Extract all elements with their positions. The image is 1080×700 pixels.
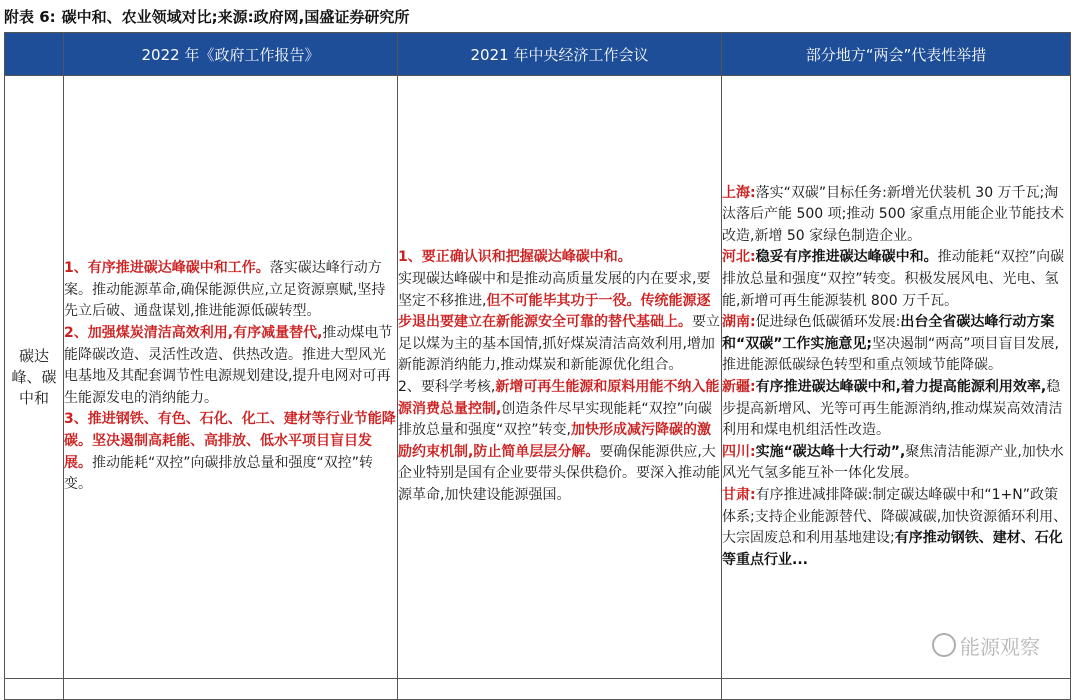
text-segment: 2、要科学考核, (398, 379, 496, 395)
text-segment: 推动能耗“双控”向碳排放总量和强度“双控”转变。积极发展风电、光电、氢能,新增可再生能源装机 800 万千瓦。 (722, 249, 1065, 309)
text-segment: 推动能耗“双控”向碳排放总量和强度“双控”转变。 (64, 454, 374, 493)
text-segment: 有序推动钢铁、建材、石化等重点行业... (722, 530, 1063, 568)
tail-cell-0 (5, 679, 64, 700)
paragraph (64, 409, 397, 495)
text-segment: 有序推进碳达峰碳中和,着力提高能源利用效率, (755, 379, 1047, 395)
text-segment: 稳妥有序推进碳达峰碳中和。 (755, 249, 938, 266)
tail-cell-2 (398, 679, 722, 700)
text-segment: 要确保能源供应,大企业特别是国有企业要带头保供稳价。要深入推动能源革命,加快建设能源强国。 (398, 443, 720, 503)
table-caption (4, 4, 409, 30)
text-segment: 3、 (64, 411, 88, 428)
text-segment: 落实“双碳”目标任务:新增光伏装机 30 万千瓦;淘汰落后产能 500 项;推动 500 家重点用能企业节能技术改造,新增 50 家绿色制造企业。 (722, 184, 1064, 244)
text-segment: 2、 (64, 325, 88, 342)
paragraph (722, 312, 1070, 377)
tail-cell-1 (64, 679, 398, 700)
text-segment: 湖南: (722, 314, 756, 331)
text-segment: 稳步提高新增风、光等可再生能源消纳,推动煤炭高效清洁利用和煤电机组活性改造。 (722, 379, 1063, 439)
paragraph (398, 247, 721, 269)
text-segment: 要立足以煤为主的基本国情,抓好煤炭清洁高效利用,增加新能源消纳能力,推动煤炭和新能源优化组合。 (398, 314, 720, 374)
cell-gov-report (64, 76, 398, 679)
paragraph (64, 323, 397, 409)
text-segment: 甘肃: (722, 486, 756, 503)
text-segment: 坚决遏制“两高”项目盲目发展,推进能源低碳绿色转型和重点领域节能降碳。 (722, 335, 1059, 374)
text-segment: 加强煤炭清洁高效利用,有序减量替代, (87, 325, 323, 342)
text-segment: 创造条件尽早实现能耗“双控”向碳排放总量和强度“双控”转变, (398, 400, 712, 439)
text-segment: 有序推进碳达峰碳中和工作。 (87, 260, 270, 277)
paragraph (398, 377, 721, 507)
text-segment: 但不可能毕其功于一役。传统能源逐步退出要建立在新能源安全可靠的替代基础上。 (398, 292, 711, 331)
paragraph (722, 247, 1070, 312)
text-segment: 实现碳达峰碳中和是推动高质量发展的内在要求,要坚定不移推进, (398, 271, 711, 309)
text-segment: 加快形成减污降碳的激励约束机制,防止简单层层分解。 (398, 422, 711, 460)
text-segment: 聚焦清洁能源产业,加快水风光气氢多能互补一体化发展。 (722, 443, 1064, 482)
paragraph (64, 258, 397, 323)
text-segment: 1、 (64, 260, 88, 277)
caption-text: 碳中和、农业领域对比;来源:政府网,国盛证券研究所 (61, 8, 410, 26)
paragraph (722, 377, 1070, 442)
cell-econ-conference (398, 76, 722, 679)
cell-local-sessions (722, 76, 1071, 679)
text-segment: 落实碳达峰行动方案。推动能源革命,确保能源供应,立足资源禀赋,坚持先立后破、通盘谋划,推进能源低碳转型。 (64, 260, 386, 320)
paragraph (722, 442, 1070, 485)
text-segment: 新疆: (722, 379, 756, 395)
row-label: 碳达峰、碳中和 (5, 76, 64, 679)
text-segment: 促进绿色低碳循环发展: (755, 314, 901, 331)
text-segment: 实施“碳达峰十大行动”, (755, 443, 906, 460)
watermark: 能源观察 (932, 631, 1040, 660)
header-col-2: 2021 年中央经济工作会议 (398, 33, 722, 76)
text-segment: 四川: (722, 443, 756, 460)
tail-cell-3 (722, 679, 1071, 700)
header-corner (5, 33, 64, 76)
paragraph (722, 485, 1070, 571)
text-segment: 1、要正确认识和把握碳达峰碳中和。 (398, 249, 632, 266)
table-header-row (5, 33, 1071, 76)
text-segment: 出台全省碳达峰行动方案和“双碳”工作实施意见; (722, 314, 1055, 352)
table-row-carbon (5, 76, 1071, 679)
text-segment: 河北: (722, 249, 756, 266)
caption-label: 附表 6: (4, 8, 56, 26)
text-segment: 推动煤电节能降碳改造、灵活性改造、供热改造。推进大型风光电基地及其配套调节性电源规划建设,提升电网对可再生能源发电的消纳能力。 (64, 325, 393, 406)
text-segment: 新增可再生能源和原料用能不纳入能源消费总量控制, (398, 379, 720, 417)
paragraph (722, 183, 1070, 248)
paragraph (398, 269, 721, 377)
text-segment: 上海: (722, 184, 756, 201)
text-segment: 有序推进减排降碳:制定碳达峰碳中和“1+N”政策体系;支持企业能源替代、降碳减碳,加快资源循环利用、大宗固废总和利用基地建设; (722, 486, 1068, 547)
header-col-3: 部分地方“两会”代表性举措 (722, 33, 1071, 76)
table-row-next (5, 679, 1071, 700)
text-segment: 推进钢铁、有色、石化、化工、建材等行业节能降碳。坚决遏制高耗能、高排放、低水平项目盲目发展。 (64, 411, 396, 471)
header-col-1: 2022 年《政府工作报告》 (64, 33, 398, 76)
comparison-table (4, 32, 1071, 700)
